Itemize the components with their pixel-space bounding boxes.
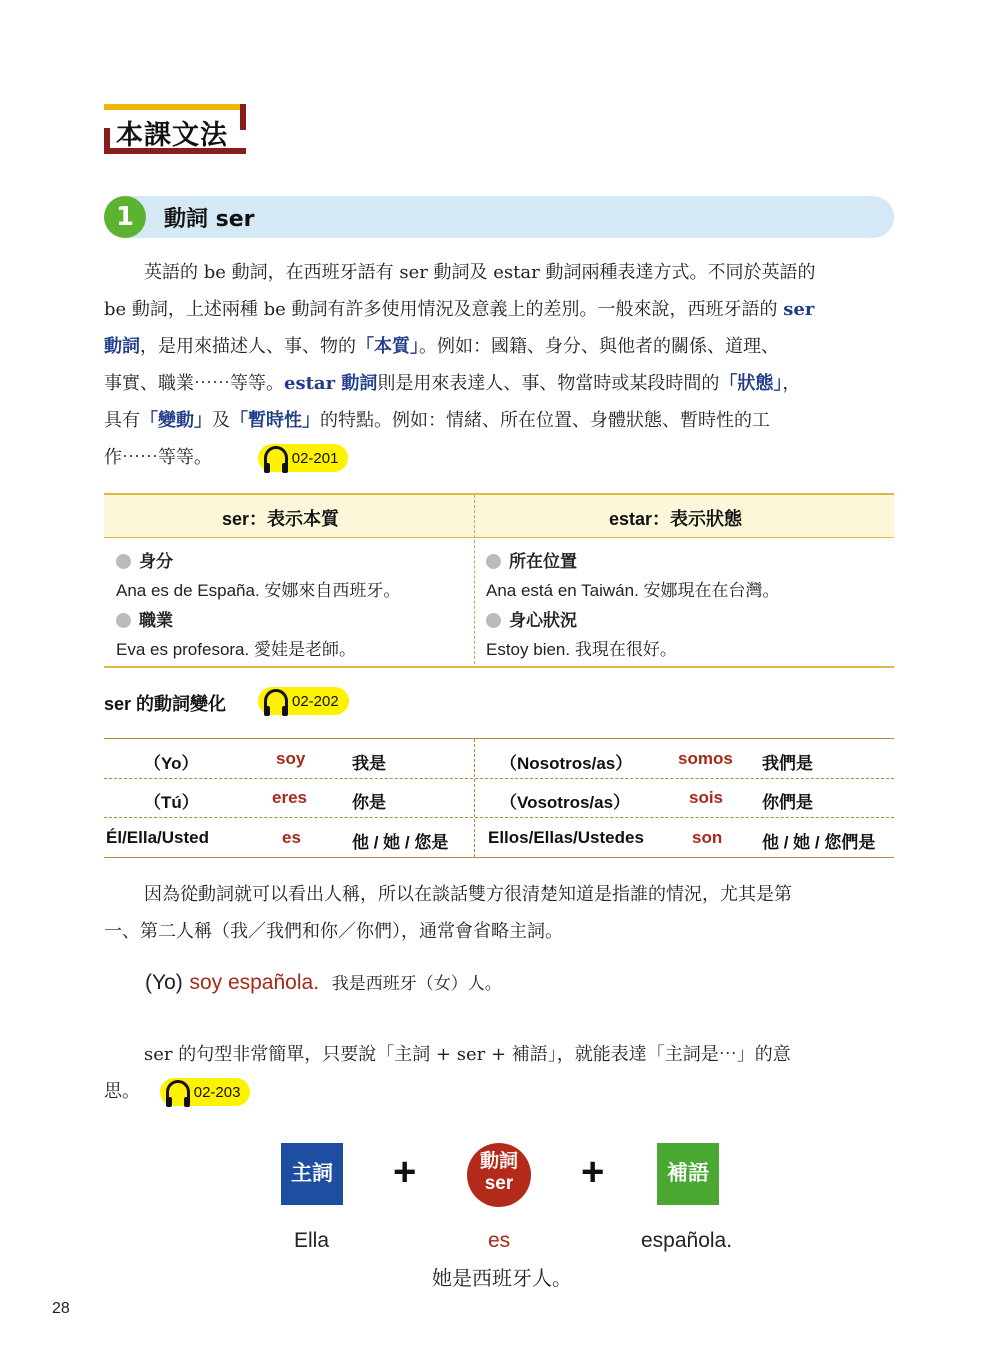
verb-circle-bottom: ser: [484, 1173, 514, 1194]
pronoun-ellos: Ellos/Ellas/Ustedes: [488, 828, 644, 847]
subject-word: Ella: [294, 1229, 330, 1252]
meaning-nosotros: 我們是: [762, 754, 813, 773]
subject-box: 主詞: [281, 1143, 343, 1205]
intro-state-term: 「狀態」: [719, 373, 783, 394]
intro-temporary-term: 「暫時性」: [230, 410, 320, 431]
intro-line-2: [104, 291, 896, 328]
meaning-vosotros: 你們是: [762, 793, 813, 812]
example-yo: [145, 966, 502, 1003]
subject-note: [104, 876, 896, 950]
verb-word: es: [488, 1229, 511, 1252]
intro-line-5c: 及: [212, 410, 230, 431]
pronoun-yo: （Yo）: [144, 754, 199, 773]
verb-eres: eres: [272, 788, 307, 807]
conjugation-title: ser 的動詞變化: [104, 694, 227, 714]
intro-line-2a: be 動詞，上述兩種 be 動詞有許多使用情況及意義上的差別。一般來說，西班牙語的: [104, 299, 784, 320]
ser-column-header: ser：表示本質: [222, 509, 340, 529]
pattern-note: [104, 1036, 896, 1110]
plus-sign-1: +: [393, 1150, 417, 1194]
intro-line-5e: 的特點。例如：情緒、所在位置、身體狀態、暫時性的工: [320, 410, 770, 431]
audio-label: 02-201: [291, 450, 339, 467]
estar-column-header: estar：表示狀態: [609, 509, 743, 529]
page-number: 28: [52, 1300, 70, 1317]
audio-pill: [258, 687, 349, 715]
headphones-icon: [166, 1080, 190, 1099]
pronoun-vosotros: （Vosotros/as）: [500, 793, 631, 812]
ser-item-2-label: [116, 606, 173, 631]
estar-item-1-example: Ana está en Taiwán. 安娜現在在台灣。: [486, 581, 780, 600]
example-translation: 我是西班牙（女）人。: [331, 974, 502, 994]
ser-item-1-label: [116, 547, 173, 572]
verb-somos: somos: [678, 749, 733, 768]
example-verb-phrase: soy española.: [189, 971, 320, 994]
audio-label: 02-203: [193, 1084, 241, 1101]
lesson-label: 本課文法: [116, 120, 228, 151]
intro-ser-term: ser: [783, 299, 815, 320]
verb-circle: [467, 1143, 531, 1207]
intro-essence-term: 「本質」: [356, 336, 419, 357]
intro-estar-term: estar 動詞: [284, 373, 378, 394]
estar-item-2-label: [486, 606, 577, 631]
verb-soy: soy: [276, 749, 306, 768]
pronoun-nosotros: （Nosotros/as）: [500, 754, 633, 773]
pattern-note-line-1: ser 的句型非常簡單，只要說「主詞 + ser + 補語」，就能表達「主詞是⋯」的意: [144, 1044, 791, 1065]
pronoun-tu: （Tú）: [144, 793, 199, 812]
audio-button-02-201[interactable]: [258, 444, 349, 472]
complement-box: 補語: [657, 1143, 719, 1205]
diagram-translation: 她是西班牙人。: [432, 1266, 572, 1290]
intro-change-term: 「變動」: [140, 410, 212, 431]
intro-line-3: [104, 328, 896, 365]
intro-line-4: [104, 365, 896, 402]
plus-sign-2: +: [581, 1150, 605, 1194]
intro-verb-term: 動詞: [104, 336, 140, 357]
intro-line-4e: ，: [782, 373, 801, 394]
complement-word: española.: [641, 1229, 733, 1252]
meaning-el: 他 / 她 / 您是: [352, 833, 449, 852]
bullet-icon: [486, 554, 501, 569]
bullet-icon: [116, 613, 131, 628]
subject-note-line-2: 一、第二人稱（我／我們和你／你們），通常會省略主詞。: [104, 921, 563, 942]
intro-line-5: [104, 402, 896, 439]
verb-circle-top: 動詞: [479, 1151, 518, 1172]
ser-item-2-example: Eva es profesora. 愛娃是老師。: [116, 640, 356, 659]
ser-label-identity: 身分: [139, 552, 173, 571]
intro-line-5a: 具有: [104, 410, 140, 431]
meaning-tu: 你是: [352, 793, 386, 812]
bullet-icon: [116, 554, 131, 569]
conjugation-table: [104, 738, 894, 858]
audio-button-02-203[interactable]: [160, 1078, 251, 1106]
intro-line-6-text: 作⋯⋯等等。: [104, 447, 212, 468]
headphones-icon: [264, 446, 288, 465]
section-number: 1: [104, 196, 146, 238]
intro-line-6: [104, 439, 896, 476]
estar-label-condition: 身心狀況: [509, 611, 577, 630]
section-title: 動詞 ser: [164, 207, 255, 232]
meaning-ellos: 他 / 她 / 您們是: [762, 833, 876, 852]
ser-item-1-example: Ana es de España. 安娜來自西班牙。: [116, 581, 401, 600]
headphones-icon: [264, 689, 288, 708]
pronoun-el: Él/Ella/Usted: [106, 828, 209, 847]
verb-son: son: [692, 828, 723, 847]
intro-line-3d: 。例如：國籍、身分、與他者的關係、道理、: [419, 336, 779, 357]
bullet-icon: [486, 613, 501, 628]
estar-item-1-label: [486, 547, 577, 572]
intro-line-1: 英語的 be 動詞，在西班牙語有 ser 動詞及 estar 動詞兩種表達方式。不同於英語的: [144, 262, 816, 283]
verb-sois: sois: [689, 788, 724, 807]
ser-estar-table: [104, 493, 894, 668]
subject-note-line-1: 因為從動詞就可以看出人稱，所以在談話雙方很清楚知道是指誰的情況，尤其是第: [144, 884, 792, 905]
ser-label-profession: 職業: [139, 611, 173, 630]
estar-label-location: 所在位置: [509, 552, 577, 571]
estar-item-2-example: Estoy bien. 我現在很好。: [486, 640, 677, 659]
intro-paragraph: [104, 254, 896, 476]
pattern-note-line-2-text: 思。: [104, 1081, 140, 1102]
example-subject: (Yo): [145, 971, 183, 994]
lesson-badge: [104, 104, 246, 154]
intro-line-4a: 事實、職業⋯⋯等等。: [104, 373, 284, 394]
audio-label: 02-202: [292, 693, 339, 710]
audio-button-02-202[interactable]: [258, 687, 349, 715]
intro-line-3b: ，是用來描述人、事、物的: [140, 336, 356, 357]
verb-es: es: [282, 828, 301, 847]
pattern-note-line-2: [104, 1073, 896, 1110]
meaning-yo: 我是: [352, 754, 386, 773]
intro-line-4c: 則是用來表達人、事、物當時或某段時間的: [377, 373, 720, 394]
